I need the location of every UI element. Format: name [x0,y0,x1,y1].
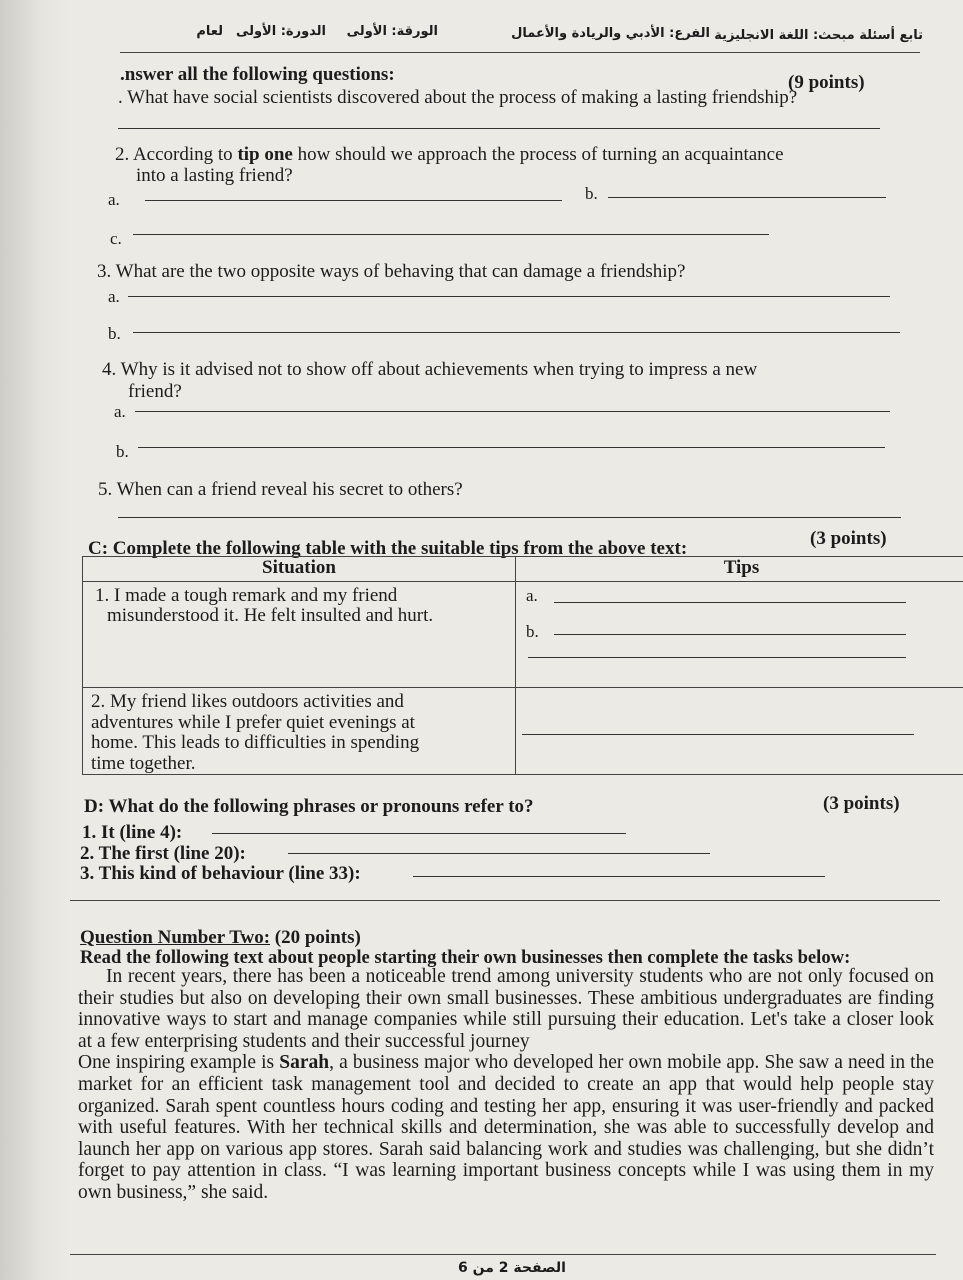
col-header-tips: Tips [516,557,963,582]
section-d-points: (3 points) [823,793,900,814]
question-two-heading: Question Number Two: (20 points) [80,927,361,948]
passage-paragraph-1: In recent years, there has been a noticeable trend among university students who are not only focused on their studies but also on developing their own small businesses. These ambitious undergraduates are finding innovative ways to start and manage companies while still pursuing their education. Let's take a closer look at a few enterprising students and their successful journey [78,966,934,1052]
answer-line-q5[interactable] [118,517,901,518]
q3-label-b: b. [108,324,121,343]
q2-label-c: c. [110,229,122,248]
tip-line-row2[interactable] [522,734,914,735]
section-b-instruction: .nswer all the following questions: [120,64,395,85]
header-year: لعام [196,24,223,39]
section-d-title: D: What do the following phrases or pronouns refer to? [84,796,534,817]
q3-label-a: a. [108,287,120,306]
answer-line-q2a[interactable] [145,200,562,201]
answer-line-q4b[interactable] [138,447,885,448]
answer-line-d3[interactable] [413,876,825,877]
tip-line-b[interactable] [554,634,906,635]
table-row-2-tips [516,688,963,775]
header-branch: الفرع: الأدبي والريادة والأعمال [511,26,710,41]
passage-paragraph-2: One inspiring example is Sarah, a business major who developed her own mobile app. She saw a need in the market for an efficient task management tool and decided to create an app that would help people stay organized. Sarah spent countless hours coding and testing her app, ensuring it was user-friendly and packed with useful features. With her technical skills and determination, she was able to successfully develop and launch her app on various app stores. Sarah said balancing work and studies was challenging, but she didn’t forget to pay attention in class. “I was learning important business concepts while I was using them in my own business,” she said. [78,1052,934,1203]
question-2: 2. According to tip one how should we approach the process of turning an acquaintance [115,144,784,165]
tip-label-a: a. [526,586,538,605]
q2-label-b: b. [585,184,598,203]
exam-page [40,0,963,1280]
col-header-situation: Situation [83,557,516,582]
page-number: الصفحة 2 من 6 [458,1260,566,1276]
answer-line-q1[interactable] [118,128,880,129]
q4-label-a: a. [114,402,126,421]
question-4: 4. Why is it advised not to show off about achievements when trying to impress a new [102,359,758,380]
table-row-1-tips [516,582,963,688]
question-4-line2: friend? [128,381,182,402]
answer-line-d1[interactable] [212,833,626,834]
tip-line-a[interactable] [554,602,906,603]
answer-line-q2c[interactable] [133,234,769,235]
question-1: . What have social scientists discovered about the process of making a lasting friendship? [118,87,798,108]
question-5: 5. When can a friend reveal his secret to others? [98,479,463,500]
table-row-2-situation: 2. My friend likes outdoors activities and adventures while I prefer quiet evenings at home. This leads to difficulties in spending time together. [83,688,516,775]
answer-line-q4a[interactable] [135,411,890,412]
question-two-instruction: Read the following text about people starting their own businesses then complete the tasks below: [80,947,851,968]
section-d-item-2: 2. The first (line 20): [80,843,246,864]
header-subject: تابع أسئلة مبحث: اللغة الانجليزية [714,28,923,43]
question-3: 3. What are the two opposite ways of behaving that can damage a friendship? [97,261,686,282]
header-session: الدورة: الأولى [235,24,326,39]
q2-label-a: a. [108,190,120,209]
reading-passage [78,966,934,1204]
section-b-points: (9 points) [788,72,865,93]
answer-line-q3b[interactable] [133,332,900,333]
section-c-points: (3 points) [810,528,887,549]
tip-line-c[interactable] [528,657,906,658]
section-c-title: C: Complete the following table with the suitable tips from the above text: [88,538,688,559]
section-divider [70,900,940,901]
answer-line-q2b[interactable] [608,197,886,198]
section-d-item-1: 1. It (line 4): [82,822,183,843]
section-d-item-3: 3. This kind of behaviour (line 33): [80,863,361,884]
q4-label-b: b. [116,442,129,461]
header-paper: الورقة: الأولى [346,24,438,39]
answer-line-q3a[interactable] [128,296,890,297]
tips-table [82,556,963,775]
header-divider [120,52,920,53]
table-row-1-situation: 1. I made a tough remark and my friend misunderstood it. He felt insulted and hurt. [83,582,516,688]
answer-line-d2[interactable] [288,853,710,854]
passage-bottom-border [70,1254,936,1255]
tip-label-b: b. [526,622,539,641]
question-2-line2: into a lasting friend? [136,165,293,186]
